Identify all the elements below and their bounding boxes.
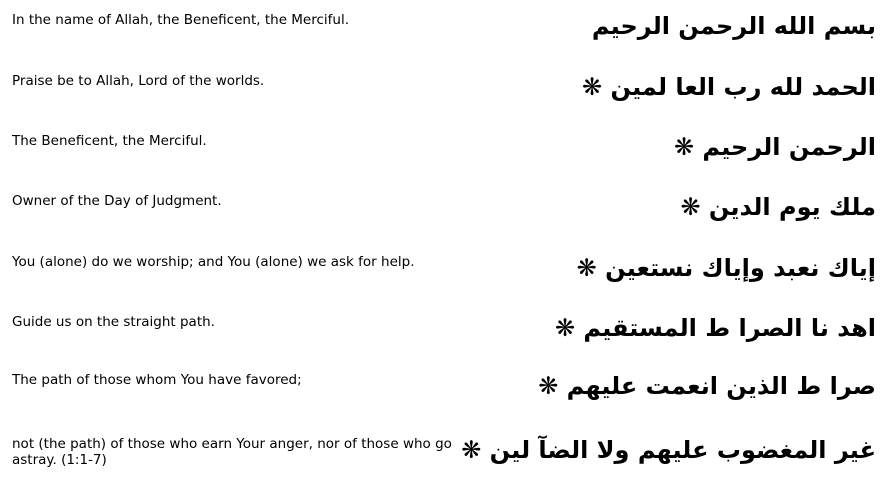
- verse-arabic: اهد نا الصرا ط المستقيم ❋: [554, 314, 876, 342]
- verse-english: The Beneficent, the Merciful.: [12, 133, 207, 149]
- verse-row: [0, 121, 896, 181]
- verse-english: not (the path) of those who earn Your anger, nor of those who go astray. (1:1-7): [12, 436, 452, 468]
- verse-arabic: إياك نعبد وإياك نستعين ❋: [576, 254, 876, 282]
- verse-english: In the name of Allah, the Beneficent, the Merciful.: [12, 12, 350, 28]
- verse-arabic: غير المغضوب عليهم ولا الضآ لين ❋: [461, 436, 876, 464]
- verse-arabic: الحمد لله رب العا لمين ❋: [582, 73, 876, 101]
- verse-arabic: ملك يوم الدين ❋: [680, 193, 876, 221]
- verse-row: [0, 181, 896, 241]
- verse-english: Praise be to Allah, Lord of the worlds.: [12, 73, 265, 89]
- verse-arabic: بسم الله الرحمن الرحيم: [591, 12, 876, 40]
- verse-row: [0, 61, 896, 121]
- verse-row: [0, 360, 896, 420]
- verse-row: [0, 242, 896, 302]
- verse-row: [0, 424, 896, 484]
- verse-row: [0, 302, 896, 362]
- verse-arabic: الرحمن الرحيم ❋: [673, 133, 876, 161]
- verse-english: The path of those whom You have favored;: [12, 372, 302, 388]
- verse-english: Guide us on the straight path.: [12, 314, 215, 330]
- verse-english: Owner of the Day of Judgment.: [12, 193, 222, 209]
- verse-arabic: صرا ط الذين انعمت عليهم ❋: [538, 372, 876, 400]
- verse-english: You (alone) do we worship; and You (alone) we ask for help.: [12, 254, 415, 270]
- verse-row: [0, 0, 896, 60]
